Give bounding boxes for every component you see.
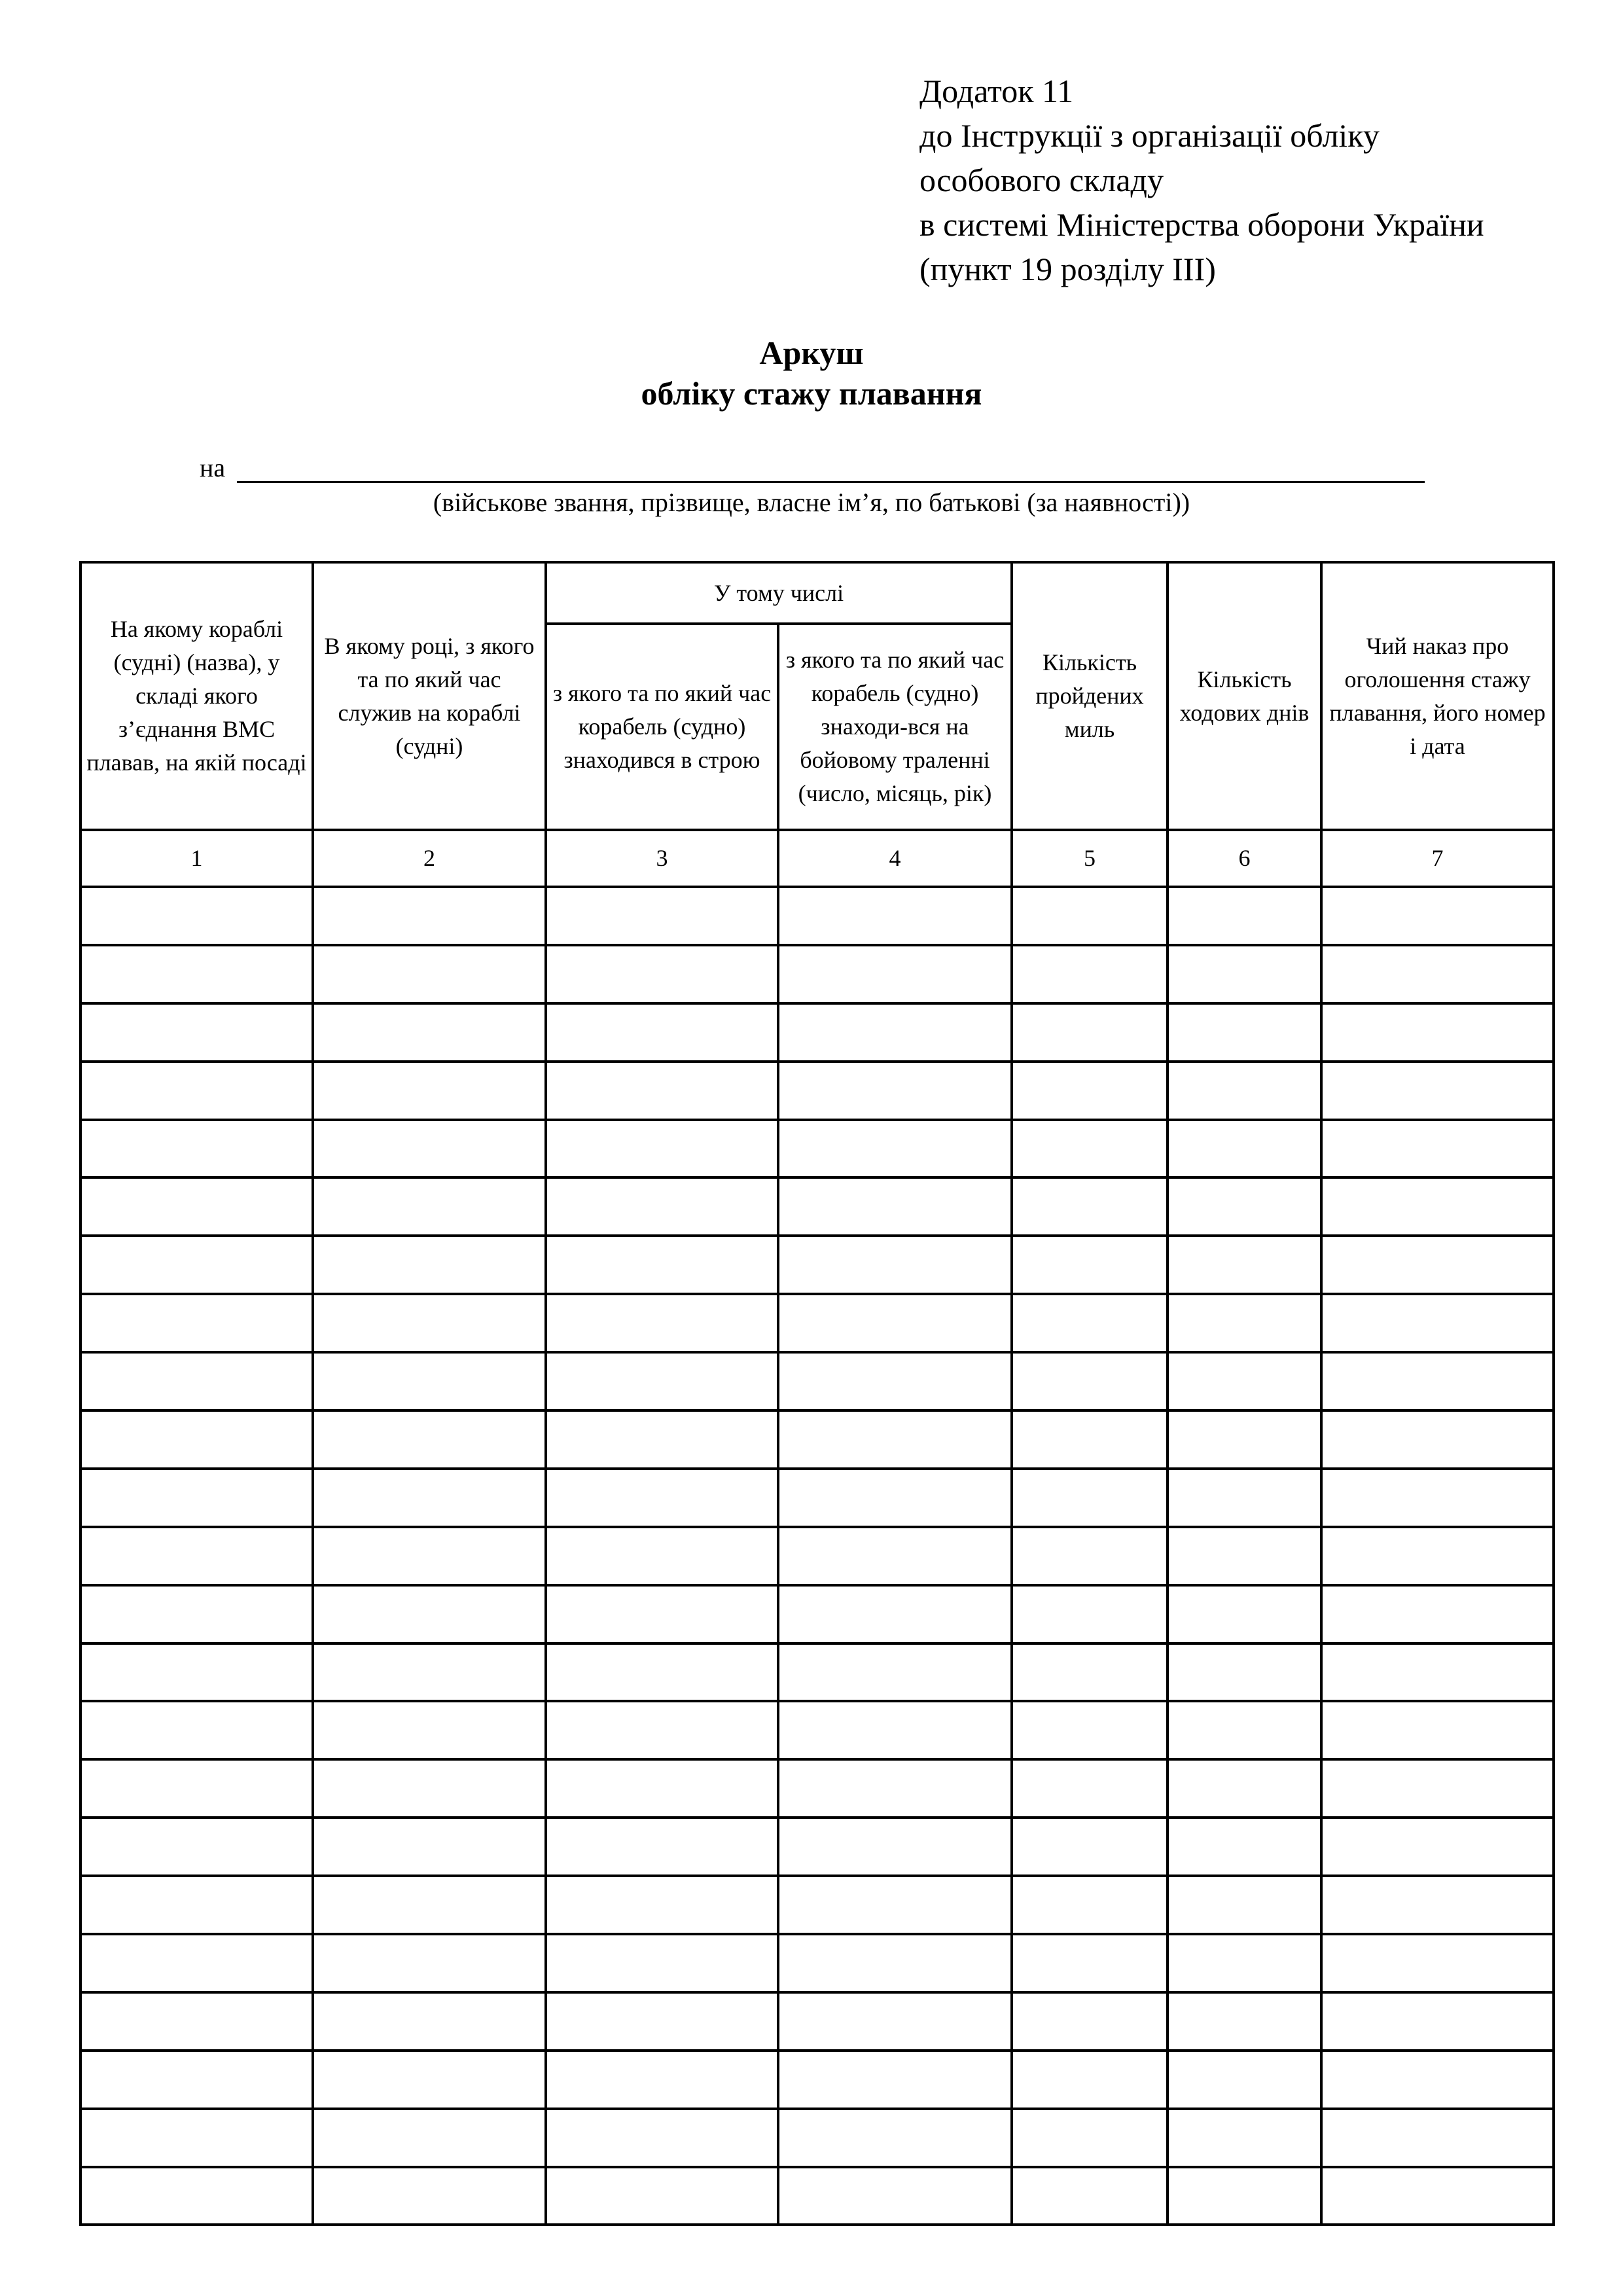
table-cell[interactable] bbox=[778, 1410, 1012, 1469]
table-cell[interactable] bbox=[1321, 1177, 1554, 1236]
table-cell[interactable] bbox=[1321, 2109, 1554, 2167]
table-cell[interactable] bbox=[1012, 1177, 1168, 1236]
table-row bbox=[80, 1003, 1554, 1062]
table-cell[interactable] bbox=[1168, 2167, 1321, 2225]
table-cell[interactable] bbox=[1012, 1236, 1168, 1294]
document-subtitle: обліку стажу плавання bbox=[641, 375, 982, 412]
table-cell[interactable] bbox=[778, 887, 1012, 945]
table-cell[interactable] bbox=[1321, 1294, 1554, 1352]
table-cell[interactable] bbox=[1321, 1701, 1554, 1759]
table-cell[interactable] bbox=[313, 1062, 546, 1120]
table-cell[interactable] bbox=[313, 945, 546, 1003]
table-cell[interactable] bbox=[546, 887, 778, 945]
table-cell[interactable] bbox=[80, 887, 313, 945]
table-cell[interactable] bbox=[80, 1410, 313, 1469]
table-cell[interactable] bbox=[1012, 2109, 1168, 2167]
table-cell[interactable] bbox=[1012, 1818, 1168, 1876]
table-cell[interactable] bbox=[80, 1062, 313, 1120]
table-cell[interactable] bbox=[778, 1003, 1012, 1062]
table-cell[interactable] bbox=[1168, 2051, 1321, 2109]
table-cell[interactable] bbox=[1012, 1701, 1168, 1759]
table-cell[interactable] bbox=[778, 1352, 1012, 1410]
table-cell[interactable] bbox=[1168, 1352, 1321, 1410]
table-cell[interactable] bbox=[546, 1527, 778, 1585]
column-number: 4 bbox=[778, 830, 1012, 887]
table-cell[interactable] bbox=[546, 1992, 778, 2051]
table-cell[interactable] bbox=[80, 1469, 313, 1527]
table-cell[interactable] bbox=[546, 1062, 778, 1120]
table-cell[interactable] bbox=[546, 1759, 778, 1818]
table-row bbox=[80, 1120, 1554, 1178]
table-cell[interactable] bbox=[778, 1469, 1012, 1527]
table-cell[interactable] bbox=[778, 945, 1012, 1003]
table-cell[interactable] bbox=[778, 1643, 1012, 1702]
table-row bbox=[80, 1818, 1554, 1876]
table-cell[interactable] bbox=[1012, 1876, 1168, 1934]
table-cell[interactable] bbox=[778, 1177, 1012, 1236]
table-cell[interactable] bbox=[80, 1294, 313, 1352]
table-cell[interactable] bbox=[1168, 1410, 1321, 1469]
table-cell[interactable] bbox=[546, 1352, 778, 1410]
table-cell[interactable] bbox=[1168, 1585, 1321, 1643]
table-cell[interactable] bbox=[313, 1759, 546, 1818]
table-row bbox=[80, 1062, 1554, 1120]
table-row bbox=[80, 1643, 1554, 1702]
table-cell[interactable] bbox=[1012, 1934, 1168, 1992]
table-cell[interactable] bbox=[1012, 2051, 1168, 2109]
table-row bbox=[80, 2167, 1554, 2225]
table-cell[interactable] bbox=[546, 1818, 778, 1876]
column-number: 7 bbox=[1321, 830, 1554, 887]
column-number: 2 bbox=[313, 830, 546, 887]
table-cell[interactable] bbox=[80, 1759, 313, 1818]
table-cell[interactable] bbox=[1168, 887, 1321, 945]
annex-line: (пункт 19 розділу III) bbox=[919, 251, 1216, 287]
column-number: 3 bbox=[546, 830, 778, 887]
document-title: Аркуш bbox=[759, 334, 864, 371]
header-minesweeping: з якого та по який час корабель (судно) знаходи-вся на бойовому траленні (число, місяць, рік) bbox=[778, 624, 1012, 830]
table-cell[interactable] bbox=[313, 1352, 546, 1410]
recipient-fill-line[interactable] bbox=[237, 481, 1425, 483]
table-cell[interactable] bbox=[1168, 1469, 1321, 1527]
table-cell[interactable] bbox=[1012, 1062, 1168, 1120]
table-cell[interactable] bbox=[1012, 887, 1168, 945]
table-cell[interactable] bbox=[1321, 2167, 1554, 2225]
table-cell[interactable] bbox=[80, 945, 313, 1003]
table-cell[interactable] bbox=[313, 1643, 546, 1702]
table-cell[interactable] bbox=[1321, 1992, 1554, 2051]
table-row bbox=[80, 2051, 1554, 2109]
table-cell[interactable] bbox=[80, 1177, 313, 1236]
table-cell[interactable] bbox=[1168, 1643, 1321, 1702]
table-cell[interactable] bbox=[778, 1236, 1012, 1294]
table-cell[interactable] bbox=[546, 1177, 778, 1236]
table-cell[interactable] bbox=[1321, 1643, 1554, 1702]
table-row bbox=[80, 2109, 1554, 2167]
table-cell[interactable] bbox=[546, 2167, 778, 2225]
table-cell[interactable] bbox=[1168, 1062, 1321, 1120]
column-number: 6 bbox=[1168, 830, 1321, 887]
table-cell[interactable] bbox=[1168, 1934, 1321, 1992]
table-cell[interactable] bbox=[778, 1585, 1012, 1643]
table-cell[interactable] bbox=[313, 2051, 546, 2109]
table-cell[interactable] bbox=[1321, 1818, 1554, 1876]
table-cell[interactable] bbox=[546, 1120, 778, 1178]
table-cell[interactable] bbox=[1012, 1585, 1168, 1643]
table-cell[interactable] bbox=[1321, 887, 1554, 945]
sea-service-table bbox=[79, 561, 1555, 2226]
table-cell[interactable] bbox=[313, 1120, 546, 1178]
table-cell[interactable] bbox=[778, 2109, 1012, 2167]
table-cell[interactable] bbox=[313, 1236, 546, 1294]
table-cell[interactable] bbox=[80, 1527, 313, 1585]
table-cell[interactable] bbox=[1168, 945, 1321, 1003]
table-cell[interactable] bbox=[313, 1410, 546, 1469]
table-cell[interactable] bbox=[80, 1934, 313, 1992]
table-cell[interactable] bbox=[1321, 1469, 1554, 1527]
table-cell[interactable] bbox=[1012, 1759, 1168, 1818]
table-cell[interactable] bbox=[313, 1003, 546, 1062]
table-cell[interactable] bbox=[546, 1701, 778, 1759]
table-cell[interactable] bbox=[1012, 1410, 1168, 1469]
table-cell[interactable] bbox=[313, 1294, 546, 1352]
table-cell[interactable] bbox=[778, 1876, 1012, 1934]
table-cell[interactable] bbox=[80, 1876, 313, 1934]
table-cell[interactable] bbox=[1168, 1294, 1321, 1352]
table-cell[interactable] bbox=[80, 1992, 313, 2051]
annex-line: до Інструкції з організації обліку bbox=[919, 117, 1380, 154]
column-number: 5 bbox=[1012, 830, 1168, 887]
recipient-prefix: на bbox=[200, 453, 226, 482]
table-cell[interactable] bbox=[1321, 1759, 1554, 1818]
table-cell[interactable] bbox=[546, 2109, 778, 2167]
table-row bbox=[80, 1294, 1554, 1352]
table-cell[interactable] bbox=[313, 1177, 546, 1236]
table-cell[interactable] bbox=[778, 1934, 1012, 1992]
table-cell[interactable] bbox=[546, 945, 778, 1003]
table-row bbox=[80, 1352, 1554, 1410]
header-in-service: з якого та по який час корабель (судно) знаходився в строю bbox=[546, 624, 778, 830]
table-row bbox=[80, 1934, 1554, 1992]
table-cell[interactable] bbox=[1321, 1352, 1554, 1410]
table-row bbox=[80, 1410, 1554, 1469]
annex-reference bbox=[919, 69, 1484, 291]
table-cell[interactable] bbox=[313, 1585, 546, 1643]
table-cell[interactable] bbox=[778, 2051, 1012, 2109]
table-cell[interactable] bbox=[313, 1527, 546, 1585]
table-cell[interactable] bbox=[80, 1352, 313, 1410]
table-cell[interactable] bbox=[778, 1759, 1012, 1818]
table-cell[interactable] bbox=[1168, 1701, 1321, 1759]
table-cell[interactable] bbox=[778, 2167, 1012, 2225]
header-order: Чий наказ про оголошення стажу плавання, його номер і дата bbox=[1321, 562, 1554, 830]
table-row bbox=[80, 1527, 1554, 1585]
table-cell[interactable] bbox=[1168, 1818, 1321, 1876]
table-cell[interactable] bbox=[80, 1236, 313, 1294]
table-cell[interactable] bbox=[313, 1469, 546, 1527]
table-row bbox=[80, 1759, 1554, 1818]
column-number: 1 bbox=[80, 830, 313, 887]
table-cell[interactable] bbox=[1012, 1294, 1168, 1352]
header-year: В якому році, з якого та по який час служив на кораблі (судні) bbox=[313, 562, 546, 830]
table-row bbox=[80, 1469, 1554, 1527]
table-cell[interactable] bbox=[80, 1585, 313, 1643]
table-cell[interactable] bbox=[546, 1003, 778, 1062]
table-cell[interactable] bbox=[778, 1120, 1012, 1178]
table-cell[interactable] bbox=[1012, 1992, 1168, 2051]
table-cell[interactable] bbox=[313, 1992, 546, 2051]
table-cell[interactable] bbox=[778, 1818, 1012, 1876]
table-cell[interactable] bbox=[313, 2109, 546, 2167]
table-cell[interactable] bbox=[1168, 1003, 1321, 1062]
table-row bbox=[80, 1177, 1554, 1236]
table-row bbox=[80, 1992, 1554, 2051]
table-cell[interactable] bbox=[1012, 945, 1168, 1003]
table-cell[interactable] bbox=[1321, 945, 1554, 1003]
table-row bbox=[80, 1585, 1554, 1643]
table-cell[interactable] bbox=[313, 2167, 546, 2225]
table-cell[interactable] bbox=[80, 1701, 313, 1759]
table-cell[interactable] bbox=[1321, 1062, 1554, 1120]
table-cell[interactable] bbox=[1321, 1120, 1554, 1178]
table-cell[interactable] bbox=[80, 1643, 313, 1702]
column-number-row bbox=[80, 830, 1554, 887]
table-cell[interactable] bbox=[1168, 1236, 1321, 1294]
table-cell[interactable] bbox=[1321, 1236, 1554, 1294]
table-cell[interactable] bbox=[546, 1294, 778, 1352]
table-cell[interactable] bbox=[1012, 1469, 1168, 1527]
table-cell[interactable] bbox=[1168, 1120, 1321, 1178]
table-cell[interactable] bbox=[80, 1003, 313, 1062]
table-cell[interactable] bbox=[1012, 1120, 1168, 1178]
table-cell[interactable] bbox=[313, 1818, 546, 1876]
table-cell[interactable] bbox=[1321, 1934, 1554, 1992]
annex-line: в системі Міністерства оборони України bbox=[919, 206, 1484, 243]
table-cell[interactable] bbox=[1168, 1992, 1321, 2051]
table-cell[interactable] bbox=[1321, 1527, 1554, 1585]
table-cell[interactable] bbox=[1012, 1003, 1168, 1062]
table-cell[interactable] bbox=[1168, 1759, 1321, 1818]
table-cell[interactable] bbox=[313, 1701, 546, 1759]
table-cell[interactable] bbox=[778, 1701, 1012, 1759]
table-row bbox=[80, 945, 1554, 1003]
table-cell[interactable] bbox=[1321, 2051, 1554, 2109]
table-cell[interactable] bbox=[1321, 1003, 1554, 1062]
table-cell[interactable] bbox=[313, 1876, 546, 1934]
header-miles: Кількість пройдених миль bbox=[1012, 562, 1168, 830]
table-cell[interactable] bbox=[546, 1643, 778, 1702]
table-cell[interactable] bbox=[546, 1934, 778, 1992]
table-cell[interactable] bbox=[778, 1992, 1012, 2051]
table-cell[interactable] bbox=[778, 1062, 1012, 1120]
table-cell[interactable] bbox=[546, 1469, 778, 1527]
table-row bbox=[80, 1701, 1554, 1759]
header-sea-days: Кількість ходових днів bbox=[1168, 562, 1321, 830]
table-cell[interactable] bbox=[1168, 1527, 1321, 1585]
table-cell[interactable] bbox=[313, 887, 546, 945]
annex-line: особового складу bbox=[919, 162, 1164, 198]
table-row bbox=[80, 1236, 1554, 1294]
table-row bbox=[80, 1876, 1554, 1934]
table-cell[interactable] bbox=[546, 1585, 778, 1643]
header-group-including: У тому числі bbox=[546, 562, 1012, 624]
table-cell[interactable] bbox=[546, 1876, 778, 1934]
recipient-caption: (військове звання, прізвище, власне ім’я, по батькові (за наявності)) bbox=[433, 488, 1190, 517]
table-cell[interactable] bbox=[1012, 1527, 1168, 1585]
table-cell[interactable] bbox=[80, 2109, 313, 2167]
table-cell[interactable] bbox=[1321, 1410, 1554, 1469]
table-cell[interactable] bbox=[1168, 1876, 1321, 1934]
table-cell[interactable] bbox=[778, 1294, 1012, 1352]
table-cell[interactable] bbox=[1321, 1585, 1554, 1643]
table-cell[interactable] bbox=[1012, 2167, 1168, 2225]
table-cell[interactable] bbox=[80, 1120, 313, 1178]
table-cell[interactable] bbox=[546, 1236, 778, 1294]
header-ship: На якому кораблі (судні) (назва), у складі якого з’єднання ВМС плавав, на якій посаді bbox=[80, 562, 313, 830]
table-cell[interactable] bbox=[1168, 2109, 1321, 2167]
table-cell[interactable] bbox=[1321, 1876, 1554, 1934]
table-cell[interactable] bbox=[546, 1410, 778, 1469]
table-cell[interactable] bbox=[80, 2167, 313, 2225]
annex-line: Додаток 11 bbox=[919, 73, 1074, 109]
table-cell[interactable] bbox=[80, 2051, 313, 2109]
table-cell[interactable] bbox=[80, 1818, 313, 1876]
table-cell[interactable] bbox=[1012, 1352, 1168, 1410]
table-cell[interactable] bbox=[1012, 1643, 1168, 1702]
table-cell[interactable] bbox=[546, 2051, 778, 2109]
table-cell[interactable] bbox=[778, 1527, 1012, 1585]
table-cell[interactable] bbox=[1168, 1177, 1321, 1236]
table-cell[interactable] bbox=[313, 1934, 546, 1992]
table-row bbox=[80, 887, 1554, 945]
